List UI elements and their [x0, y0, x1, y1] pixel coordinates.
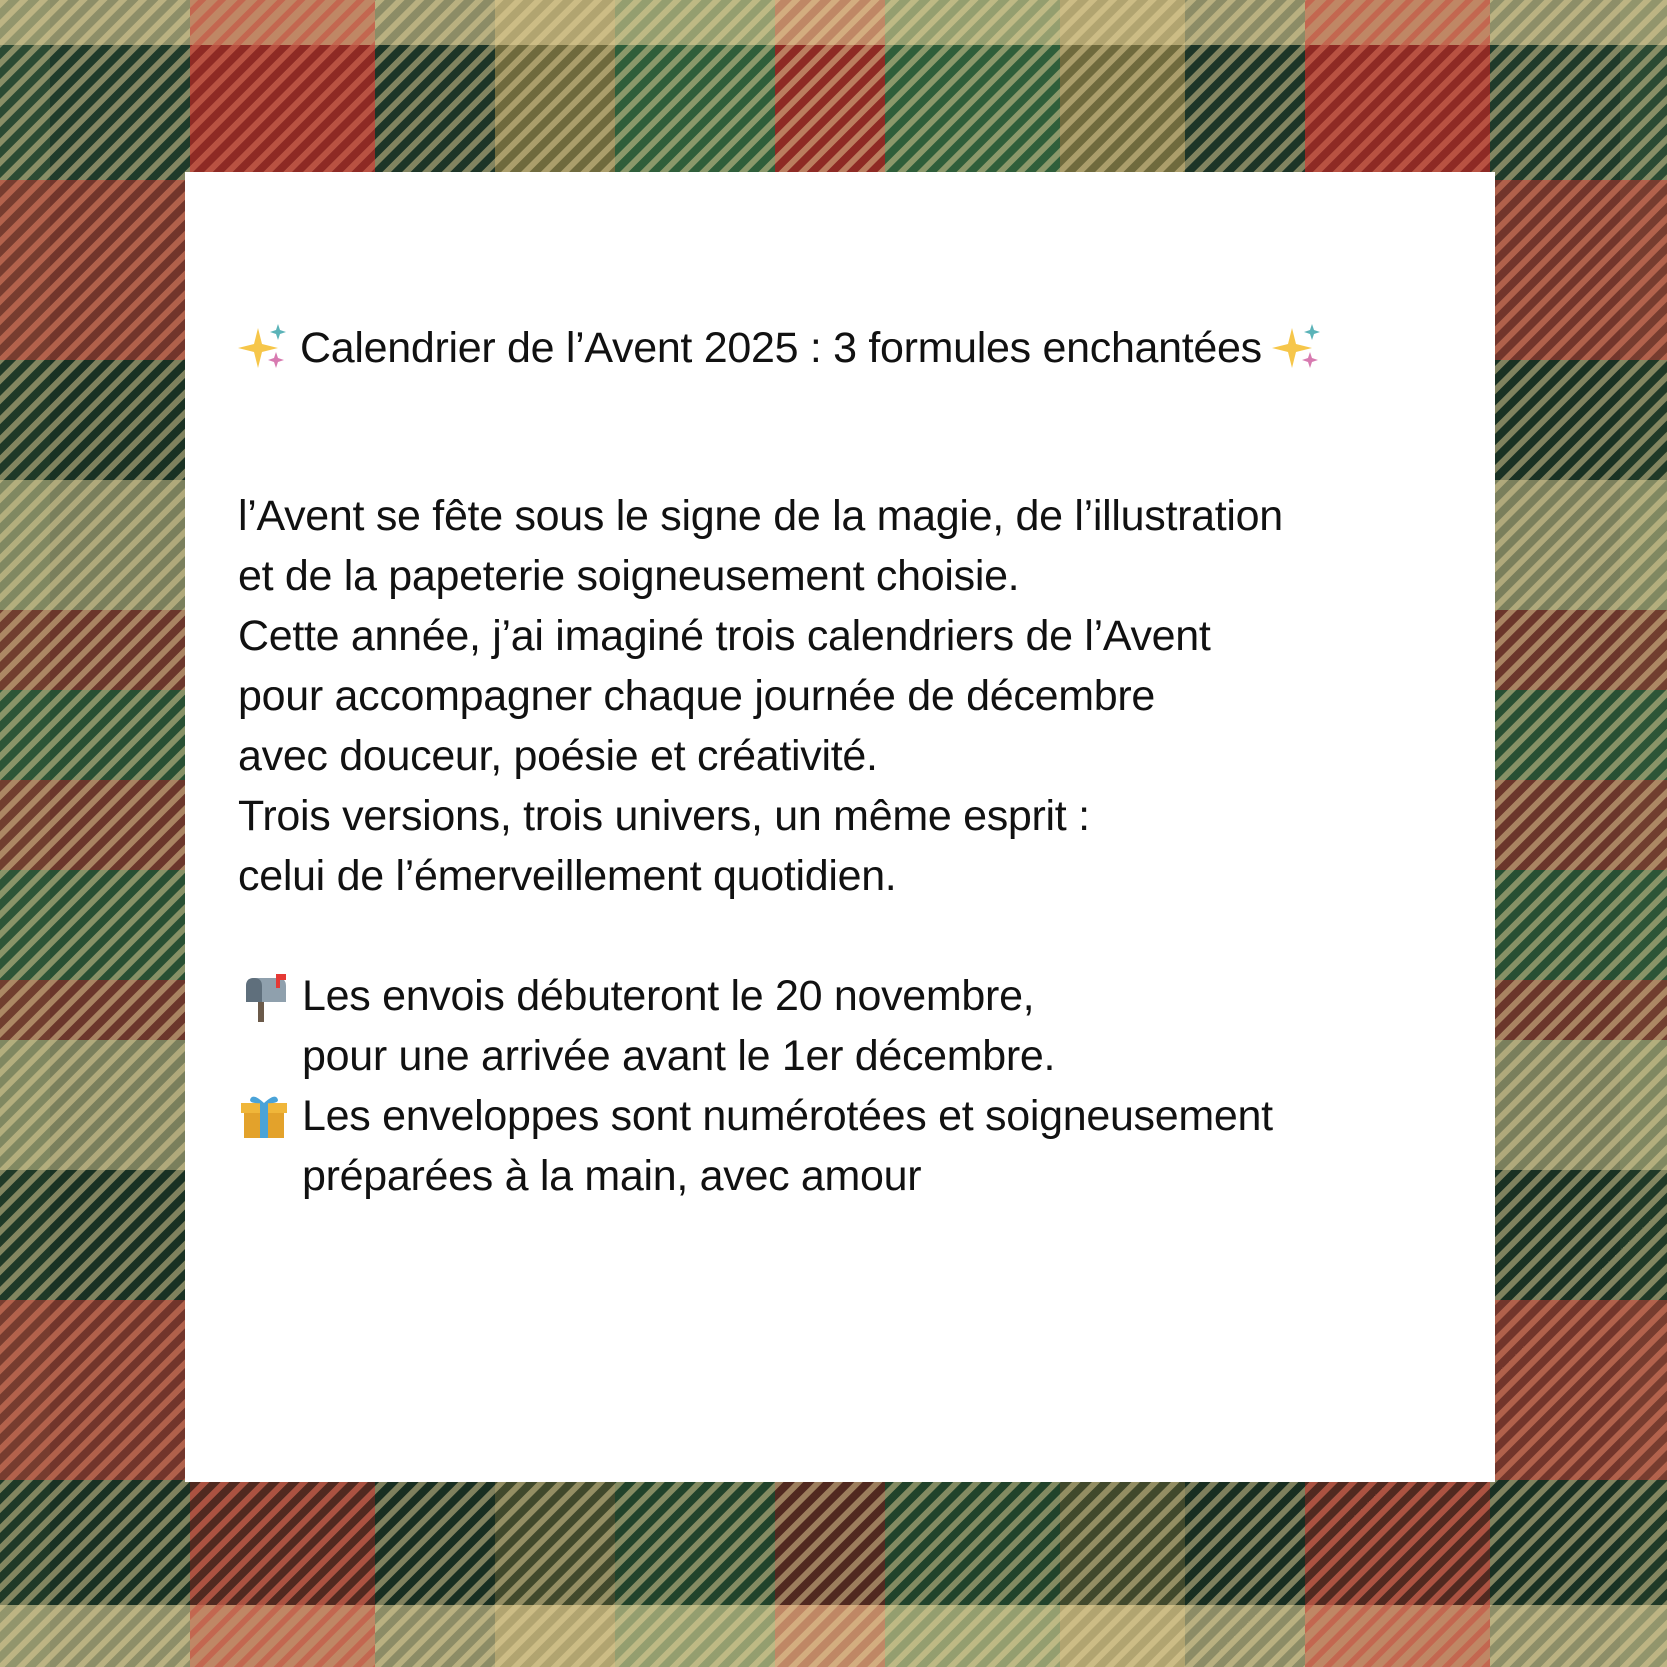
intro-line: Cette année, j’ai imaginé trois calendriers de l’Avent — [238, 612, 1211, 660]
intro-line: l’Avent se fête sous le signe de la magie, de l’illustration — [238, 492, 1283, 540]
note-line: Les envois débuteront le 20 novembre, — [302, 972, 1035, 1020]
mailbox-icon — [238, 966, 302, 1026]
intro-line: celui de l’émerveillement quotidien. — [238, 852, 897, 900]
title-text: Calendrier de l’Avent 2025 : 3 formules enchantées — [300, 324, 1262, 372]
sparkles-icon — [1272, 322, 1322, 372]
note-shipping — [238, 966, 1468, 1086]
note-line: préparées à la main, avec amour — [302, 1152, 922, 1200]
intro-paragraph — [238, 486, 1468, 906]
intro-line: et de la papeterie soigneusement choisie. — [238, 552, 1020, 600]
sparkles-icon — [238, 322, 288, 372]
text-card — [185, 172, 1495, 1482]
intro-line: Trois versions, trois univers, un même esprit : — [238, 792, 1090, 840]
intro-line: pour accompagner chaque journée de décembre — [238, 672, 1155, 720]
gift-icon — [238, 1086, 302, 1146]
intro-line: avec douceur, poésie et créativité. — [238, 732, 878, 780]
note-line: pour une arrivée avant le 1er décembre. — [302, 1032, 1056, 1080]
page-title — [238, 322, 1468, 373]
note-envelopes — [238, 1086, 1468, 1206]
notes-list — [238, 966, 1468, 1206]
note-line: Les enveloppes sont numérotées et soigneusement — [302, 1092, 1273, 1140]
card-content — [238, 322, 1468, 1206]
